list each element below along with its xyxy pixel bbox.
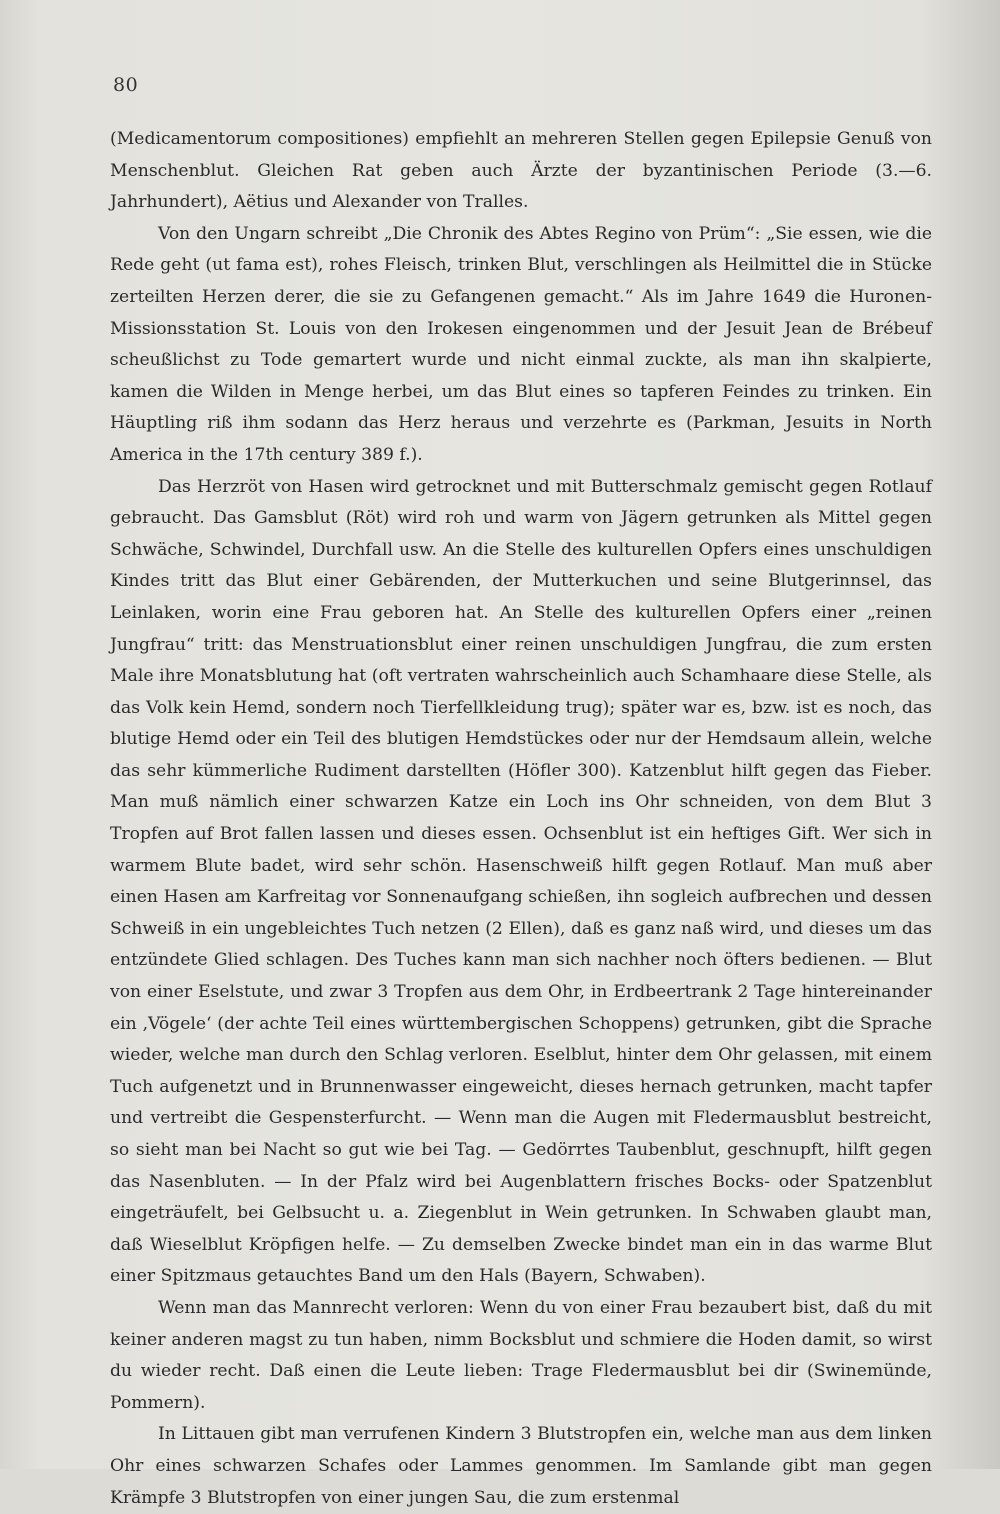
- paragraph-2: Von den Ungarn schreibt „Die Chronik des Abtes Regino von Prüm“: „Sie essen, wie die Rede geht (ut fama est), rohes Fleisch, trinken Blut, verschlingen als Heilmittel die in Stücke zerteilten Herzen derer, die sie zu Gefangenen gemacht.“ Als im Jahre 1649 die Huronen-Missionsstation St. Louis von den Irokesen eingenommen und der Jesuit Jean de Brébeuf scheußlichst zu Tode gemartert wurde und nicht einmal zuckte, als man ihn skalpierte, kamen die Wilden in Menge herbei, um das Blut eines so tapferen Feindes zu trinken. Ein Häuptling riß ihm sodann das Herz heraus und verzehrte es (Parkman, Jesuits in North America in the 17th century 389 f.).: [110, 223, 932, 465]
- paragraph-3: Das Herzröt von Hasen wird getrocknet und mit Butterschmalz gemischt gegen Rotlauf gebraucht. Das Gamsblut (Röt) wird roh und warm von Jägern getrunken als Mittel gegen Schwäche, Schwindel, Durchfall usw. An die Stelle des kulturellen Opfers eines unschuldigen Kindes tritt das Blut einer Gebärenden, der Mutterkuchen und seine Blutgerinnsel, das Leinlaken, worin eine Frau geboren hat. An Stelle des kulturellen Opfers einer „reinen Jungfrau“ tritt: das Menstruationsblut einer reinen unschuldigen Jungfrau, die zum ersten Male ihre Monatsblutung hat (oft vertraten wahrscheinlich auch Schamhaare diese Stelle, als das Volk kein Hemd, sondern noch Tierfellkleidung trug); später war es, bzw. ist es noch, das blutige Hemd oder ein Teil des blutigen Hemdstückes oder nur der Hemdsaum allein, welche das sehr kümmerliche Rudiment darstellten (Höfler 300). Katzenblut hilft gegen das Fieber. Man muß nämlich einer schwarzen Katze ein Loch ins Ohr schneiden, von dem Blut 3 Tropfen auf Brot fallen lassen und dieses essen. Ochsenblut ist ein heftiges Gift. Wer sich in warmem Blute badet, wird sehr schön. Hasenschweiß hilft gegen Rotlauf. Man muß aber einen Hasen am Karfreitag vor Sonnenaufgang schießen, ihn sogleich aufbrechen und dessen Schweiß in ein ungebleichtes Tuch netzen (2 Ellen), daß es ganz naß wird, und dieses um das entzündete Glied schlagen. Des Tuches kann man sich nachher noch öfters bedienen. — Blut von einer Eselstute, und zwar 3 Tropfen aus dem Ohr, in Erdbeertrank 2 Tage hintereinander ein ‚Vögele‘ (der achte Teil eines württembergischen Schoppens) getrunken, gibt die Sprache wieder, welche man durch den Schlag verloren. Eselblut, hinter dem Ohr gelassen, mit einem Tuch aufgenetzt und in Brunnenwasser eingeweicht, dieses hernach getrunken, macht tapfer und vertreibt die Gespensterfurcht. — Wenn man die Augen mit Fledermausblut bestreicht, so sieht man bei Nacht so gut wie bei Tag. — Gedörrtes Taubenblut, geschnupft, hilft gegen das Nasenbluten. — In der Pfalz wird bei Augenblattern frisches Bocks- oder Spatzenblut eingeträufelt, bei Gelbsucht u. a. Ziegenblut in Wein getrunken. In Schwaben glaubt man, daß Wieselblut Kröpfigen helfe. — Zu demselben Zwecke bindet man ein in das warme Blut einer Spitzmaus getauchtes Band um den Hals (Bayern, Schwaben).: [110, 476, 932, 1287]
- paragraph-4: Wenn man das Mannrecht verloren: Wenn du von einer Frau bezaubert bist, daß du mit keiner anderen magst zu tun haben, nimm Bocksblut und schmiere die Hoden damit, so wirst du wieder recht. Daß einen die Leute lieben: Trage Fledermausblut bei dir (Swinemünde, Pommern).: [110, 1297, 932, 1413]
- page-number: 80: [113, 74, 139, 96]
- paragraph-1: (Medicamentorum compositiones) empfiehlt an mehreren Stellen gegen Epilepsie Genuß von Menschenblut. Gleichen Rat geben auch Ärzte der byzantinischen Periode (3.—6. Jahrhundert), Aëtius und Alexander von Tralles.: [110, 129, 932, 213]
- body-text: [110, 124, 932, 1514]
- paragraph-5: In Littauen gibt man verrufenen Kindern 3 Blutstropfen ein, welche man aus dem linken Ohr eines schwarzen Schafes oder Lammes genommen. Im Samlande gibt man gegen Krämpfe 3 Blutstropfen von einer jungen Sau, die zum erstenmal: [110, 1424, 932, 1508]
